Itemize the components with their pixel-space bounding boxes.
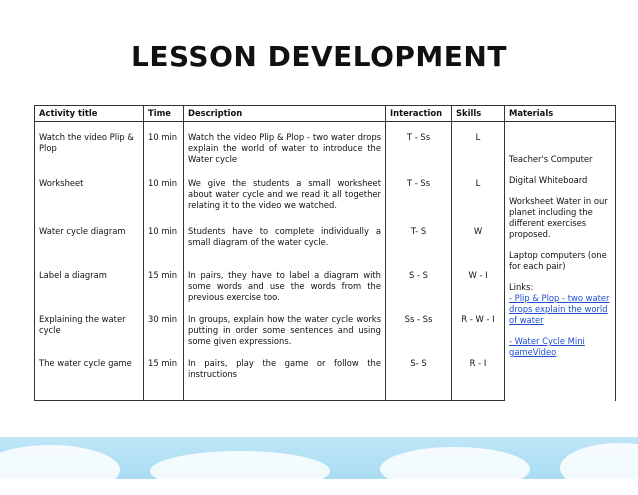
material-laptops: Laptop computers (one for each pair) <box>509 250 607 271</box>
header-activity: Activity title <box>35 106 144 122</box>
material-digital-whiteboard: Digital Whiteboard <box>509 175 588 185</box>
cell-materials <box>505 122 616 401</box>
cloud-shape <box>0 445 120 495</box>
cell-activity: Explaining the water cycle <box>35 308 144 352</box>
cell-skills: L <box>452 122 505 173</box>
link-plip-plop-video[interactable]: - Plip & Plop - two water drops explain the world of water <box>509 293 610 325</box>
page-title: LESSON DEVELOPMENT <box>131 40 507 73</box>
material-worksheet: Worksheet Water in our planet including the different exercises proposed. <box>509 196 608 239</box>
cell-activity: Label a diagram <box>35 264 144 308</box>
cell-description: We give the students a small worksheet about water cycle and we read it all together relating it to the video we watched. <box>184 172 386 220</box>
background-band <box>0 437 638 479</box>
cell-interaction: T - Ss <box>386 172 452 220</box>
header-time: Time <box>144 106 184 122</box>
table-header-row <box>35 106 616 122</box>
cell-description: In groups, explain how the water cycle works putting in order some sentences and using some given expressions. <box>184 308 386 352</box>
cell-time: 30 min <box>144 308 184 352</box>
cloud-shape <box>150 451 330 491</box>
cell-activity: Water cycle diagram <box>35 220 144 264</box>
header-materials: Materials <box>505 106 616 122</box>
cell-time: 10 min <box>144 122 184 173</box>
cell-description: In pairs, play the game or follow the instructions <box>184 352 386 401</box>
cell-interaction: T- S <box>386 220 452 264</box>
material-teachers-computer: Teacher's Computer <box>509 154 593 164</box>
header-description: Description <box>184 106 386 122</box>
cloud-shape <box>560 443 638 493</box>
cell-activity: Worksheet <box>35 172 144 220</box>
link-water-cycle-game[interactable]: - Water Cycle Mini gameVideo <box>509 336 585 357</box>
cell-skills: W <box>452 220 505 264</box>
header-interaction: Interaction <box>386 106 452 122</box>
cell-skills: W - I <box>452 264 505 308</box>
cell-description: In pairs, they have to label a diagram with some words and use the words from the previous exercise too. <box>184 264 386 308</box>
cell-time: 15 min <box>144 264 184 308</box>
cell-time: 15 min <box>144 352 184 401</box>
cell-skills: L <box>452 172 505 220</box>
cell-interaction: T - Ss <box>386 122 452 173</box>
cloud-shape <box>380 447 530 491</box>
cell-description: Watch the video Plip & Plop - two water drops explain the world of water to introduce the Water cycle <box>184 122 386 173</box>
cell-interaction: S - S <box>386 264 452 308</box>
cell-interaction: Ss - Ss <box>386 308 452 352</box>
header-skills: Skills <box>452 106 505 122</box>
cell-time: 10 min <box>144 172 184 220</box>
cell-time: 10 min <box>144 220 184 264</box>
cell-skills: R - I <box>452 352 505 401</box>
cell-activity: The water cycle game <box>35 352 144 401</box>
lesson-table <box>34 105 616 401</box>
cell-skills: R - W - I <box>452 308 505 352</box>
cell-activity: Watch the video Plip & Plop <box>35 122 144 173</box>
links-label: Links: <box>509 282 534 292</box>
cell-description: Students have to complete individually a small diagram of the water cycle. <box>184 220 386 264</box>
table-row <box>35 122 616 173</box>
cell-interaction: S- S <box>386 352 452 401</box>
